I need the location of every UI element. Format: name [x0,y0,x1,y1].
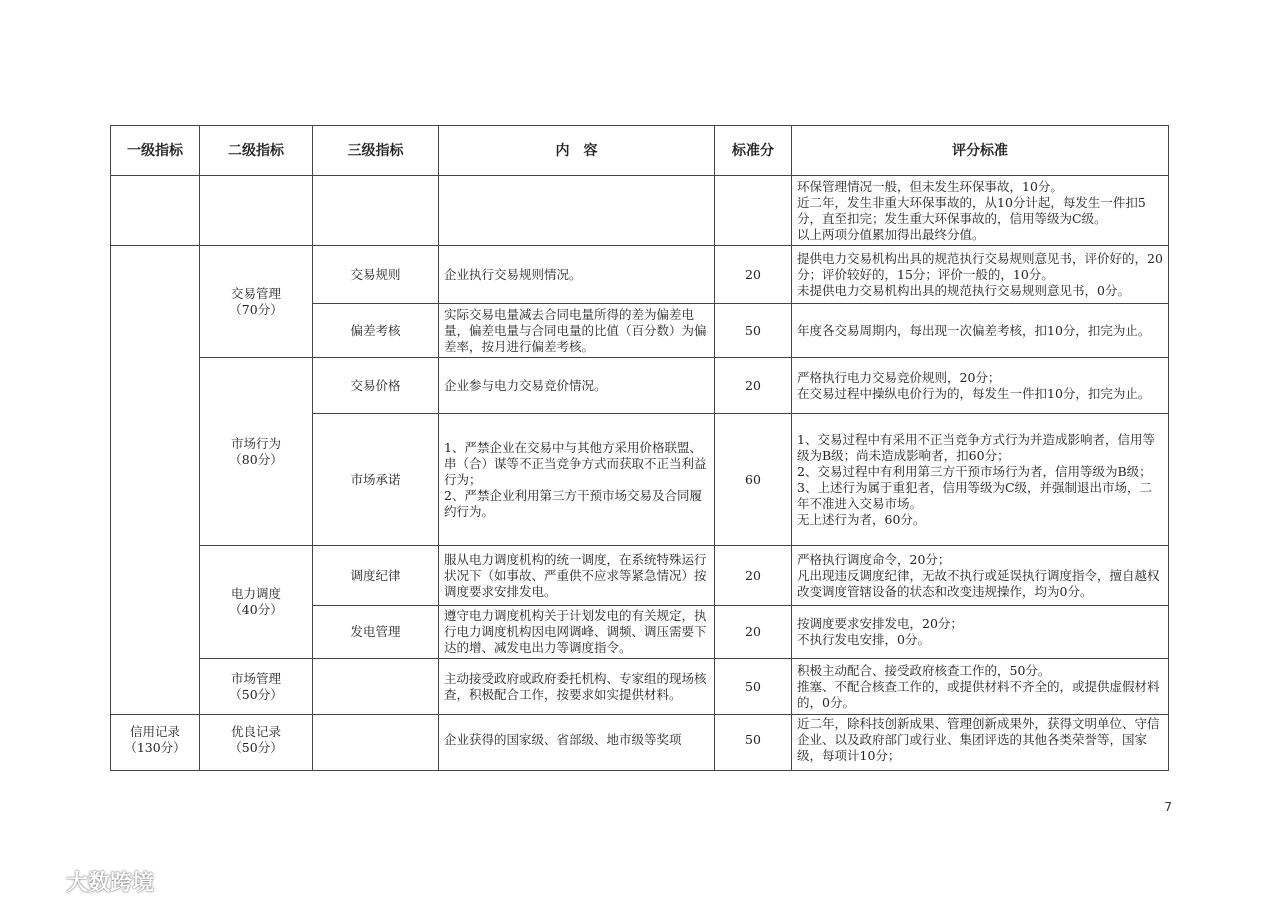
content-cell: 企业参与电力交易竞价情况。 [439,358,715,414]
empty-cell [313,659,439,715]
criteria-cell: 年度各交易周期内，每出现一次偏差考核，扣10分，扣完为止。 [792,304,1169,358]
header-row [111,126,1169,176]
content-cell: 遵守电力调度机构关于计划发电的有关规定，执行电力调度机构因电网调峰、调频、调压需要下达的增、减发电出力等调度指令。 [439,606,715,659]
level3-discipline: 调度纪律 [313,546,439,606]
score-cell: 50 [715,304,792,358]
level3-promise: 市场承诺 [313,414,439,546]
score-cell: 20 [715,546,792,606]
criteria-cell: 1、交易过程中有采用不正当竞争方式行为并造成影响者，信用等级为B级；尚未造成影响者，扣60分； 2、交易过程中有利用第三方干预市场行为者，信用等级为B级； 3、上述行为属于重犯者，信用等级为C级，并强制退出市场，二年不准进入交易市场。 无上述行为者，60分。 [792,414,1169,546]
header-level3: 三级指标 [313,126,439,176]
header-level2: 二级指标 [200,126,313,176]
empty-cell [715,176,792,246]
header-content: 内 容 [439,126,715,176]
content-cell: 实际交易电量减去合同电量所得的差为偏差电量，偏差电量与合同电量的比值（百分数）为偏差率，按月进行偏差考核。 [439,304,715,358]
rating-table [110,125,1169,715]
score-cell: 50 [715,659,792,715]
rating-table-continued [110,711,1169,771]
criteria-cell: 严格执行电力交易竞价规则，20分； 在交易过程中操纵电价行为的，每发生一件扣10分，扣完为止。 [792,358,1169,414]
score-cell: 50 [715,711,792,770]
level3-trading-rule: 交易规则 [313,246,439,304]
table-row [111,176,1169,246]
page-number: 7 [1164,800,1172,814]
score-cell: 20 [715,246,792,304]
empty-cell [111,176,200,246]
table-row [111,358,1169,414]
level3-price: 交易价格 [313,358,439,414]
criteria-cell: 严格执行调度命令，20分； 凡出现违反调度纪律，无故不执行或延误执行调度指令，擅自越权改变调度管辖设备的状态和改变违规操作，均为0分。 [792,546,1169,606]
table-row [111,246,1169,304]
content-cell: 服从电力调度机构的统一调度，在系统特殊运行状况下（如事故、严重供不应求等紧急情况）按调度要求安排发电。 [439,546,715,606]
table-row [111,711,1169,770]
table-row [111,659,1169,715]
score-cell: 20 [715,606,792,659]
criteria-cell: 提供电力交易机构出具的规范执行交易规则意见书，评价好的，20分；评价较好的，15分；评价一般的，10分。 未提供电力交易机构出具的规范执行交易规则意见书，0分。 [792,246,1169,304]
level2-trading: 交易管理 （70分） [200,246,313,358]
empty-cell [439,176,715,246]
header-level1: 一级指标 [111,126,200,176]
level2-good-record: 优良记录 （50分） [200,711,313,770]
score-cell: 60 [715,414,792,546]
criteria-cell: 积极主动配合、接受政府核查工作的，50分。 推塞、不配合核查工作的，或提供材料不齐全的，或提供虚假材料的，0分。 [792,659,1169,715]
level2-market-mgmt: 市场管理 （50分） [200,659,313,715]
content-cell: 企业获得的国家级、省部级、地市级等奖项 [439,711,715,770]
empty-cell [313,711,439,770]
dashuju-logo-icon [14,868,58,896]
level1-credit: 信用记录 （130分） [111,711,200,770]
header-score: 标准分 [715,126,792,176]
level2-market: 市场行为 （80分） [200,358,313,546]
level1-cell-empty [111,246,200,715]
level2-dispatch: 电力调度 （40分） [200,546,313,659]
level3-generation: 发电管理 [313,606,439,659]
watermark [14,866,154,897]
criteria-cell: 按调度要求安排发电，20分； 不执行发电安排，0分。 [792,606,1169,659]
criteria-cell: 环保管理情况一般，但未发生环保事故，10分。 近二年，发生非重大环保事故的，从10分计起，每发生一件扣5分，直至扣完；发生重大环保事故的，信用等级为C级。 以上两项分值累加得出最终分值。 [792,176,1169,246]
content-cell: 1、严禁企业在交易中与其他方采用价格联盟、串（合）谋等不正当竞争方式而获取不正当利益行为； 2、严禁企业利用第三方干预市场交易及合同履约行为。 [439,414,715,546]
header-criteria: 评分标准 [792,126,1169,176]
content-cell: 企业执行交易规则情况。 [439,246,715,304]
level3-deviation: 偏差考核 [313,304,439,358]
content-cell: 主动接受政府或政府委托机构、专家组的现场核查，积极配合工作，按要求如实提供材料。 [439,659,715,715]
criteria-cell: 近二年，除科技创新成果、管理创新成果外，获得文明单位、守信企业、以及政府部门或行业、集团评选的其他各类荣誉等，国家级，每项计10分； [792,711,1169,770]
table-row [111,546,1169,606]
empty-cell [313,176,439,246]
score-cell: 20 [715,358,792,414]
empty-cell [200,176,313,246]
watermark-text: 大数跨境 [66,871,155,896]
